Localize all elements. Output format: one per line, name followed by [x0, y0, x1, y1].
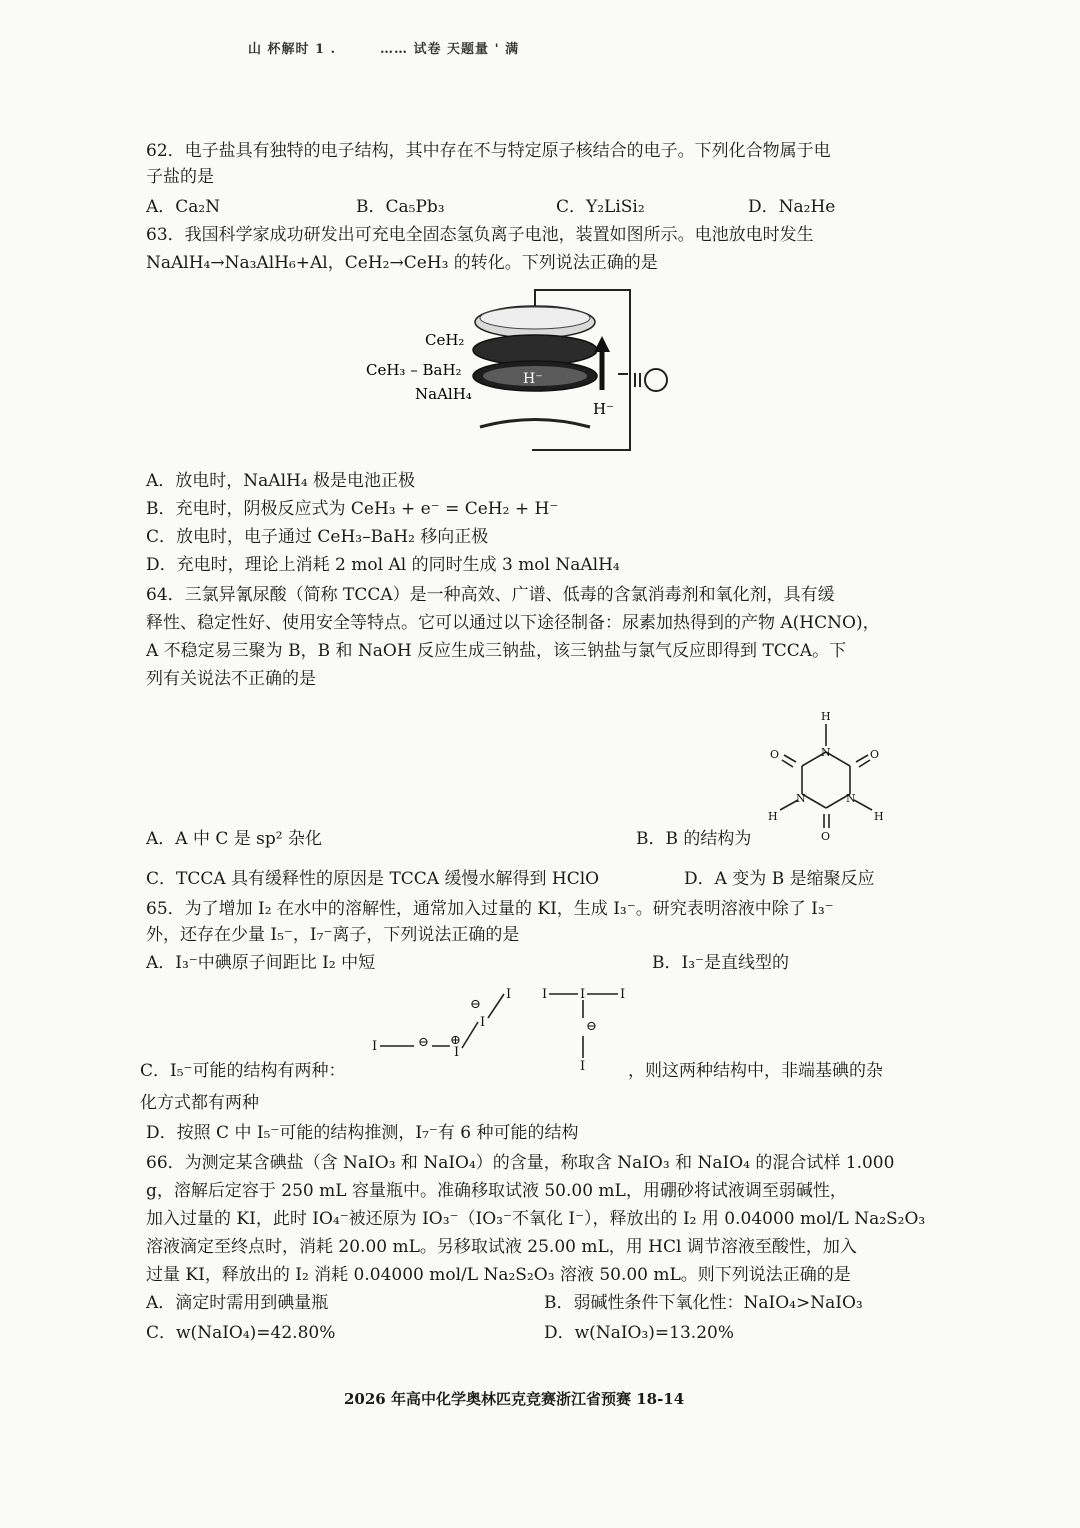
q62-option-d: D．Na₂He — [748, 197, 836, 217]
q66-option-d: D．w(NaIO₃)=13.20% — [544, 1323, 734, 1343]
q62-option-a: A．Ca₂N — [146, 197, 221, 217]
i5b-atom-right: I — [620, 987, 626, 1002]
q66-option-b: B．弱碱性条件下氧化性：NaIO₄>NaIO₃ — [544, 1293, 863, 1313]
i5a-atom-1: I — [372, 1039, 378, 1054]
q62-option-b: B．Ca₅Pb₃ — [356, 197, 445, 217]
q63-option-b: B．充电时，阴极反应式为 CeH₃ + e⁻ = CeH₂ + H⁻ — [146, 499, 559, 519]
q63-stem-line2: NaAlH₄→Na₃AlH₆+Al，CeH₂→CeH₃ 的转化。下列说法正确的是 — [146, 253, 658, 273]
q66-stem-line3: 加入过量的 KI，此时 IO₄⁻被还原为 IO₃⁻（IO₃⁻不氧化 I⁻），释放出的 I₂ 用 0.04000 mol/L Na₂S₂O₃ — [146, 1209, 926, 1229]
q65-option-c-suffix: ，则这两种结构中，非端基碘的杂 — [628, 1061, 883, 1081]
q66-stem-line5: 过量 KI，释放出的 I₂ 消耗 0.04000 mol/L Na₂S₂O₃ 溶液 50.00 mL。则下列说法正确的是 — [146, 1265, 851, 1285]
atom-o-bottom: O — [821, 830, 831, 843]
atom-o-left: O — [770, 748, 780, 761]
i5a-minus: ⊖ — [418, 1035, 429, 1050]
q62-option-c: C．Y₂LiSi₂ — [556, 197, 645, 217]
i5b-minus: ⊖ — [586, 1019, 597, 1034]
bulb-icon — [645, 369, 667, 391]
label-naalh4: NaAlH₄ — [415, 385, 472, 403]
i5a-minus-2: ⊖ — [470, 997, 481, 1012]
q64-stem-line1: 64．三氯异氰尿酸（简称 TCCA）是一种高效、广谱、低毒的含氯消毒剂和氧化剂，具有缓 — [146, 585, 835, 605]
q66-stem-line1: 66．为测定某含碘盐（含 NaIO₃ 和 NaIO₄）的含量，称取含 NaIO₃ 和 NaIO₄ 的混合试样 1.000 — [146, 1153, 895, 1173]
atom-n-right: N — [846, 792, 856, 805]
i5a-atom-3: I — [480, 1015, 486, 1030]
q64-option-b: B．B 的结构为 — [636, 829, 752, 849]
q64-option-c: C．TCCA 具有缓释性的原因是 TCCA 缓慢水解得到 HClO — [146, 869, 600, 889]
page-footer: 2026 年高中化学奥林匹克竞赛浙江省预赛 18-14 — [344, 1390, 685, 1408]
q64-stem-line3: A 不稳定易三聚为 B，B 和 NaOH 反应生成三钠盐，该三钠盐与氯气反应即得到 TCCA。下 — [146, 641, 847, 661]
atom-n-top: N — [821, 746, 831, 759]
q65-option-b: B．I₃⁻是直线型的 — [652, 953, 789, 973]
q63-stem-line1: 63．我国科学家成功研发出可充电全固态氢负离子电池，装置如图所示。电池放电时发生 — [146, 225, 814, 245]
q64-option-a: A．A 中 C 是 sp² 杂化 — [146, 829, 323, 849]
i5b-atom-bottom: I — [580, 1059, 586, 1074]
q62-stem-line1: 62．电子盐具有独特的电子结构，其中存在不与特定原子核结合的电子。下列化合物属于电 — [146, 141, 831, 161]
i5a-plus: ⊕ — [450, 1033, 461, 1048]
header-right: …… 试卷 天题量 ' 满 — [380, 42, 520, 57]
q65-stem-line1: 65．为了增加 I₂ 在水中的溶解性，通常加入过量的 KI，生成 I₃⁻。研究表明溶液中除了 I₃⁻ — [146, 899, 834, 919]
q66-stem-line2: g，溶解后定容于 250 mL 容量瓶中。准确移取试液 50.00 mL，用硼砂将试液调至弱碱性， — [146, 1181, 847, 1201]
cyanuric-acid-structure — [752, 706, 902, 846]
q65-option-c-prefix: C．I₅⁻可能的结构有两种： — [140, 1061, 346, 1081]
q63-option-a: A．放电时，NaAlH₄ 极是电池正极 — [146, 471, 416, 491]
q63-option-c: C．放电时，电子通过 CeH₃–BaH₂ 移向正极 — [146, 527, 489, 547]
q65-stem-line2: 外，还存在少量 I₅⁻，I₇⁻离子，下列说法正确的是 — [146, 925, 520, 945]
i5-structures — [366, 978, 636, 1078]
i5b-atom-center: I — [580, 987, 586, 1002]
q62-stem-line2: 子盐的是 — [146, 167, 214, 187]
label-ceh3-bah2: CeH₃ – BaH₂ — [366, 361, 462, 379]
q66-option-a: A．滴定时需用到碘量瓶 — [146, 1293, 329, 1313]
q65-option-c-cont: 化方式都有两种 — [140, 1093, 259, 1113]
atom-h-top: H — [821, 710, 831, 723]
q64-stem-line4: 列有关说法不正确的是 — [146, 669, 316, 689]
i5a-atom-4: I — [506, 987, 512, 1002]
label-h-minus-arrow: H⁻ — [593, 400, 614, 418]
label-ceh2: CeH₂ — [425, 331, 465, 349]
atom-h-right: H — [874, 810, 884, 823]
atom-n-left: N — [796, 792, 806, 805]
q64-option-d: D．A 变为 B 是缩聚反应 — [684, 869, 875, 889]
q66-option-c: C．w(NaIO₄)=42.80% — [146, 1323, 336, 1343]
atom-o-right: O — [870, 748, 880, 761]
q65-option-a: A．I₃⁻中碘原子间距比 I₂ 中短 — [146, 953, 376, 973]
atom-h-left: H — [768, 810, 778, 823]
q65-option-d: D．按照 C 中 I₅⁻可能的结构推测，I₇⁻有 6 种可能的结构 — [146, 1123, 579, 1143]
i5a-atom-center: I — [454, 1045, 460, 1060]
i5b-atom-left: I — [542, 987, 548, 1002]
battery-figure — [360, 282, 690, 457]
header-left: 山 杯解时 1 . — [248, 42, 337, 57]
q66-stem-line4: 溶液滴定至终点时，消耗 20.00 mL。另移取试液 25.00 mL，用 HCl 调节溶液至酸性，加入 — [146, 1237, 857, 1257]
q63-option-d: D．充电时，理论上消耗 2 mol Al 的同时生成 3 mol NaAlH₄ — [146, 555, 620, 575]
q64-stem-line2: 释性、稳定性好、使用安全等特点。它可以通过以下途径制备：尿素加热得到的产物 A(HCNO)， — [146, 613, 880, 633]
label-h-minus-disc: H⁻ — [523, 371, 543, 387]
